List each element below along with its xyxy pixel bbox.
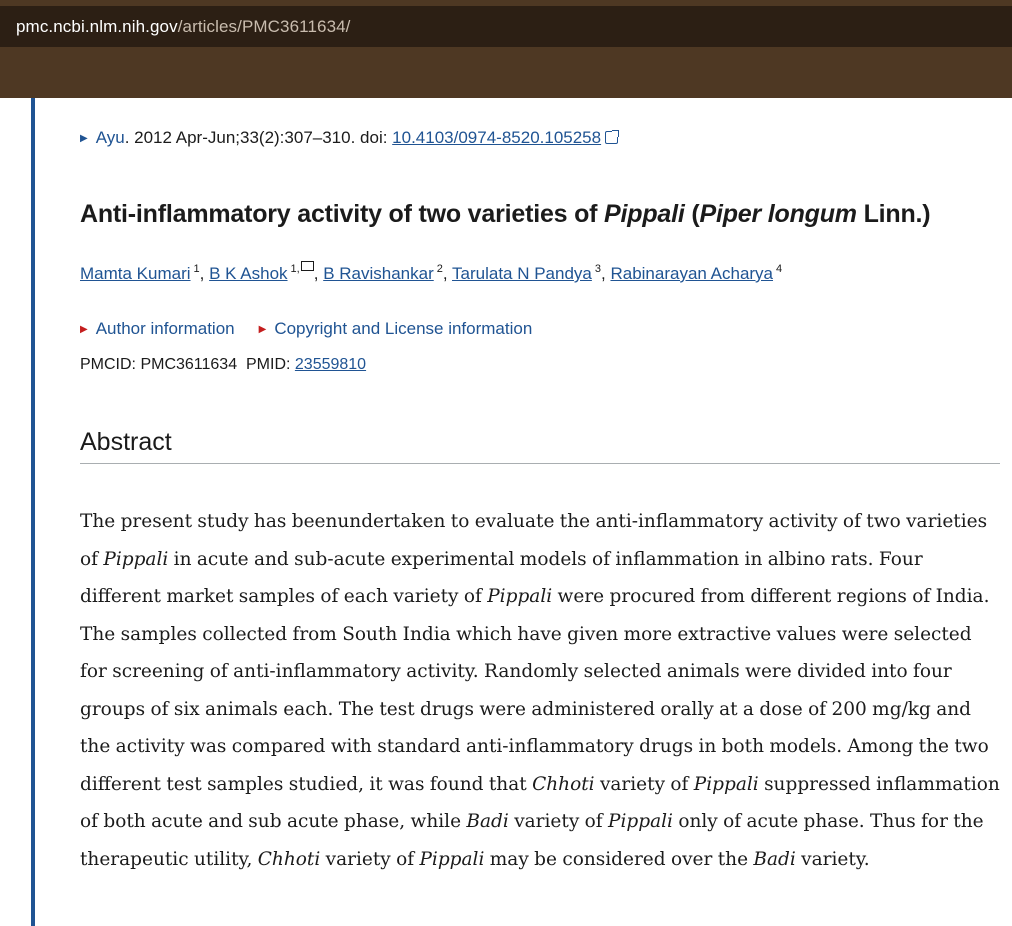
abstract-segment: were procured from different regions of India. The samples collected from South India which have given more extractive values were selected for screening of anti-inflammatory activity. Randomly selected animals were divided into four groups of six animals each. The test drugs were administered orally at a dose of 200 mg/kg and the activity was compared with standard anti-inflammatory drugs in both models. Among the two different test samples studied, it was found that bbox=[80, 586, 990, 795]
affiliation-sup[interactable]: 2 bbox=[436, 263, 443, 275]
abstract-italic: Pippali bbox=[103, 548, 169, 570]
affiliation-sup[interactable]: 1 bbox=[193, 263, 200, 275]
journal-link[interactable]: Ayu bbox=[95, 128, 125, 147]
doi-link[interactable]: 10.4103/0974-8520.105258 bbox=[392, 128, 602, 147]
abstract-segment: in acute and sub-acute experimental models of inflammation in albino rats. Four different market samples of each variety of bbox=[80, 548, 923, 607]
abstract-segment: suppressed inflammation of both acute and sub acute phase, while bbox=[80, 773, 1000, 832]
abstract-italic: Badi bbox=[753, 848, 796, 870]
author-link[interactable]: Mamta Kumari bbox=[80, 264, 191, 283]
pmcid: PMCID: PMC3611634 bbox=[80, 356, 238, 373]
abstract-segment: variety of bbox=[594, 773, 694, 795]
info-toggles bbox=[80, 319, 556, 339]
abstract-italic: Pippali bbox=[693, 773, 759, 795]
triangle-right-icon: ▶ bbox=[258, 324, 267, 335]
abstract-italic: Pippali bbox=[608, 811, 673, 832]
abstract-heading: Abstract bbox=[80, 428, 1000, 464]
article-ids bbox=[80, 356, 366, 374]
author-link[interactable]: Tarulata N Pandya bbox=[452, 264, 592, 283]
affiliation-sup[interactable]: 4 bbox=[776, 263, 783, 275]
affiliation-number: 1, bbox=[290, 263, 300, 275]
triangle-right-icon: ▶ bbox=[80, 324, 88, 335]
abstract-segment: variety of bbox=[508, 811, 609, 832]
author-link[interactable]: B K Ashok bbox=[209, 264, 288, 283]
url-path: /articles/PMC3611634/ bbox=[177, 16, 351, 36]
citation-line bbox=[80, 128, 618, 148]
abstract-italic: Chhoti bbox=[257, 848, 321, 870]
abstract-italic: Badi bbox=[466, 811, 509, 832]
abstract-segment: variety. bbox=[795, 848, 870, 870]
abstract-text bbox=[80, 503, 1000, 878]
external-link-icon[interactable] bbox=[605, 131, 618, 144]
url-text[interactable] bbox=[0, 17, 351, 37]
author-list: Mamta Kumari $^1$, B K Ashok $^{1,}$ , B Ravishankar $^2$, Tarulata N Pandya $^3$, Rabinarayan Acharya $^4$ bbox=[80, 263, 783, 283]
title-part: Linn.) bbox=[856, 200, 931, 228]
citation-details: . 2012 Apr-Jun;33(2):307–310. doi: bbox=[124, 128, 393, 147]
pmid-label: PMID: bbox=[246, 356, 295, 373]
title-part: Anti-inflammatory activity of two varieties of bbox=[80, 200, 605, 228]
title-italic: Pippali bbox=[604, 200, 685, 228]
copyright-label: Copyright and License information bbox=[274, 319, 533, 338]
abstract-italic: Pippali bbox=[419, 848, 485, 870]
title-italic: Piper longum bbox=[699, 200, 857, 228]
affiliation-sup[interactable]: 3 bbox=[594, 263, 602, 275]
abstract-segment: may be considered over the bbox=[484, 848, 754, 870]
browser-toolbar bbox=[0, 0, 1012, 98]
triangle-right-icon: ▶ bbox=[80, 133, 88, 144]
author-information-label: Author information bbox=[95, 319, 235, 338]
copyright-toggle[interactable] bbox=[259, 319, 533, 338]
author-information-toggle[interactable] bbox=[80, 319, 235, 338]
article-accent-rule bbox=[31, 98, 35, 926]
author-link[interactable]: B Ravishankar bbox=[323, 264, 434, 283]
abstract-italic: Pippali bbox=[487, 586, 553, 607]
pmid-link[interactable]: 23559810 bbox=[294, 356, 367, 373]
abstract-segment: The present study has beenundertaken to evaluate the anti-inflammatory activity of two varieties of bbox=[80, 511, 988, 570]
abstract-segment: variety of bbox=[320, 848, 420, 870]
article-title bbox=[80, 200, 1012, 229]
abstract-segment: only of acute phase. Thus for the therapeutic utility, bbox=[80, 811, 984, 870]
mail-icon[interactable] bbox=[301, 261, 314, 271]
abstract-italic: Chhoti bbox=[532, 773, 595, 795]
title-part: ( bbox=[684, 200, 700, 228]
affiliation-sup[interactable] bbox=[291, 263, 314, 275]
address-bar[interactable] bbox=[0, 6, 1012, 47]
author-link[interactable]: Rabinarayan Acharya bbox=[610, 264, 774, 283]
url-host: pmc.ncbi.nlm.nih.gov bbox=[16, 16, 178, 36]
